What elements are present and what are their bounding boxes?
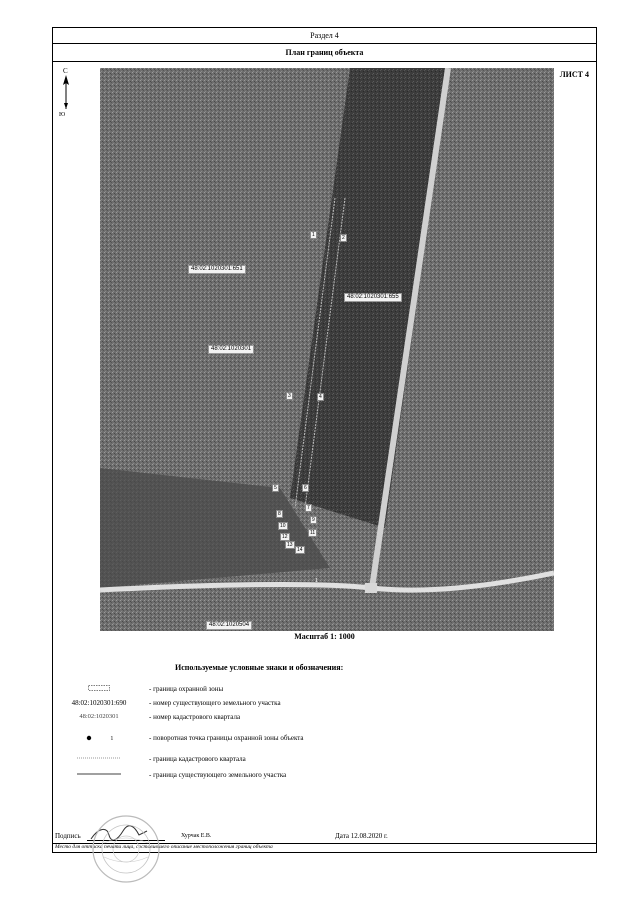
legend-item-parcel-boundary: - граница существующего земельного участка <box>53 769 596 781</box>
point-dot-icon <box>85 734 93 742</box>
point-mark[interactable]: 9 <box>312 517 315 523</box>
seal-stamp <box>90 813 162 885</box>
road-point-mark[interactable]: 1 <box>315 578 318 584</box>
stamp-place-note: Место для оттиска печати лица, составившего описание местоположения границ объекта <box>55 844 273 850</box>
legend-symbol-parcel-line <box>53 769 145 781</box>
quarter-line-icon <box>77 755 121 761</box>
legend-title: Используемые условные знаки и обозначения: <box>175 663 344 672</box>
legend-item-quarter-boundary: - граница кадастрового квартала <box>53 753 596 765</box>
point-mark[interactable]: 7 <box>307 505 310 511</box>
scale-label: Масштаб 1: 1000 <box>294 632 355 641</box>
legend-item-quarter-number: 48:02:1020301 - номер кадастрового квартала <box>53 711 596 723</box>
north-label: С <box>63 67 68 75</box>
quarter-label-top[interactable]: 48:02:1020301 <box>208 345 254 354</box>
point-mark[interactable]: 10 <box>280 523 286 529</box>
road-junction <box>365 583 377 593</box>
north-arrow-icon <box>59 75 73 111</box>
legend-symbol-quarter: 48:02:1020301 <box>79 713 119 720</box>
date-label: Дата 12.08.2020 г. <box>335 832 388 840</box>
parcel-line-icon <box>77 771 121 777</box>
sheet-label: ЛИСТ 4 <box>559 70 589 79</box>
document-frame <box>52 27 597 853</box>
parcel-label-655[interactable]: 48:02:1020301:655 <box>344 293 402 302</box>
legend-item-zone-boundary: - граница охранной зоны <box>53 683 596 695</box>
parcel-label-651[interactable]: 48:02:1020301:651 <box>188 265 246 274</box>
point-mark[interactable]: 3 <box>288 393 291 399</box>
point-mark[interactable]: 2 <box>342 235 345 241</box>
point-mark[interactable]: 12 <box>282 534 288 540</box>
signer-name: Хурчак Е.В. <box>181 833 212 839</box>
orthophoto-map[interactable] <box>100 68 554 631</box>
legend-item-parcel-number: 48:02:1020301:690 - номер существующего земельного участка <box>53 697 596 709</box>
point-mark[interactable]: 8 <box>278 511 281 517</box>
map-imagery <box>100 68 554 631</box>
point-mark[interactable]: 5 <box>274 485 277 491</box>
point-mark[interactable]: 11 <box>310 530 316 536</box>
zone-hatch-icon <box>88 685 110 691</box>
section-header: Раздел 4 <box>53 28 596 44</box>
legend-symbol-parcel: 48:02:1020301:690 <box>71 699 127 707</box>
north-arrow <box>59 68 73 120</box>
point-mark[interactable]: 1 <box>312 232 315 238</box>
point-mark[interactable]: 13 <box>287 542 293 548</box>
legend-symbol-point: 1 <box>53 732 145 745</box>
point-mark[interactable]: 14 <box>297 547 303 553</box>
south-label: Ю <box>59 112 66 118</box>
plan-title: План границ объекта <box>53 44 596 62</box>
point-mark[interactable]: 4 <box>319 394 322 400</box>
legend-item-turning-point: 1 - поворотная точка границы охранной зоны объекта <box>53 732 596 744</box>
quarter-label-bottom[interactable]: 48:02:1020504 <box>206 621 252 630</box>
legend-symbol-zone <box>53 683 145 695</box>
legend-symbol-quarter-line <box>53 753 145 765</box>
point-mark[interactable]: 6 <box>304 485 307 491</box>
sign-label: Подпись <box>55 832 81 840</box>
